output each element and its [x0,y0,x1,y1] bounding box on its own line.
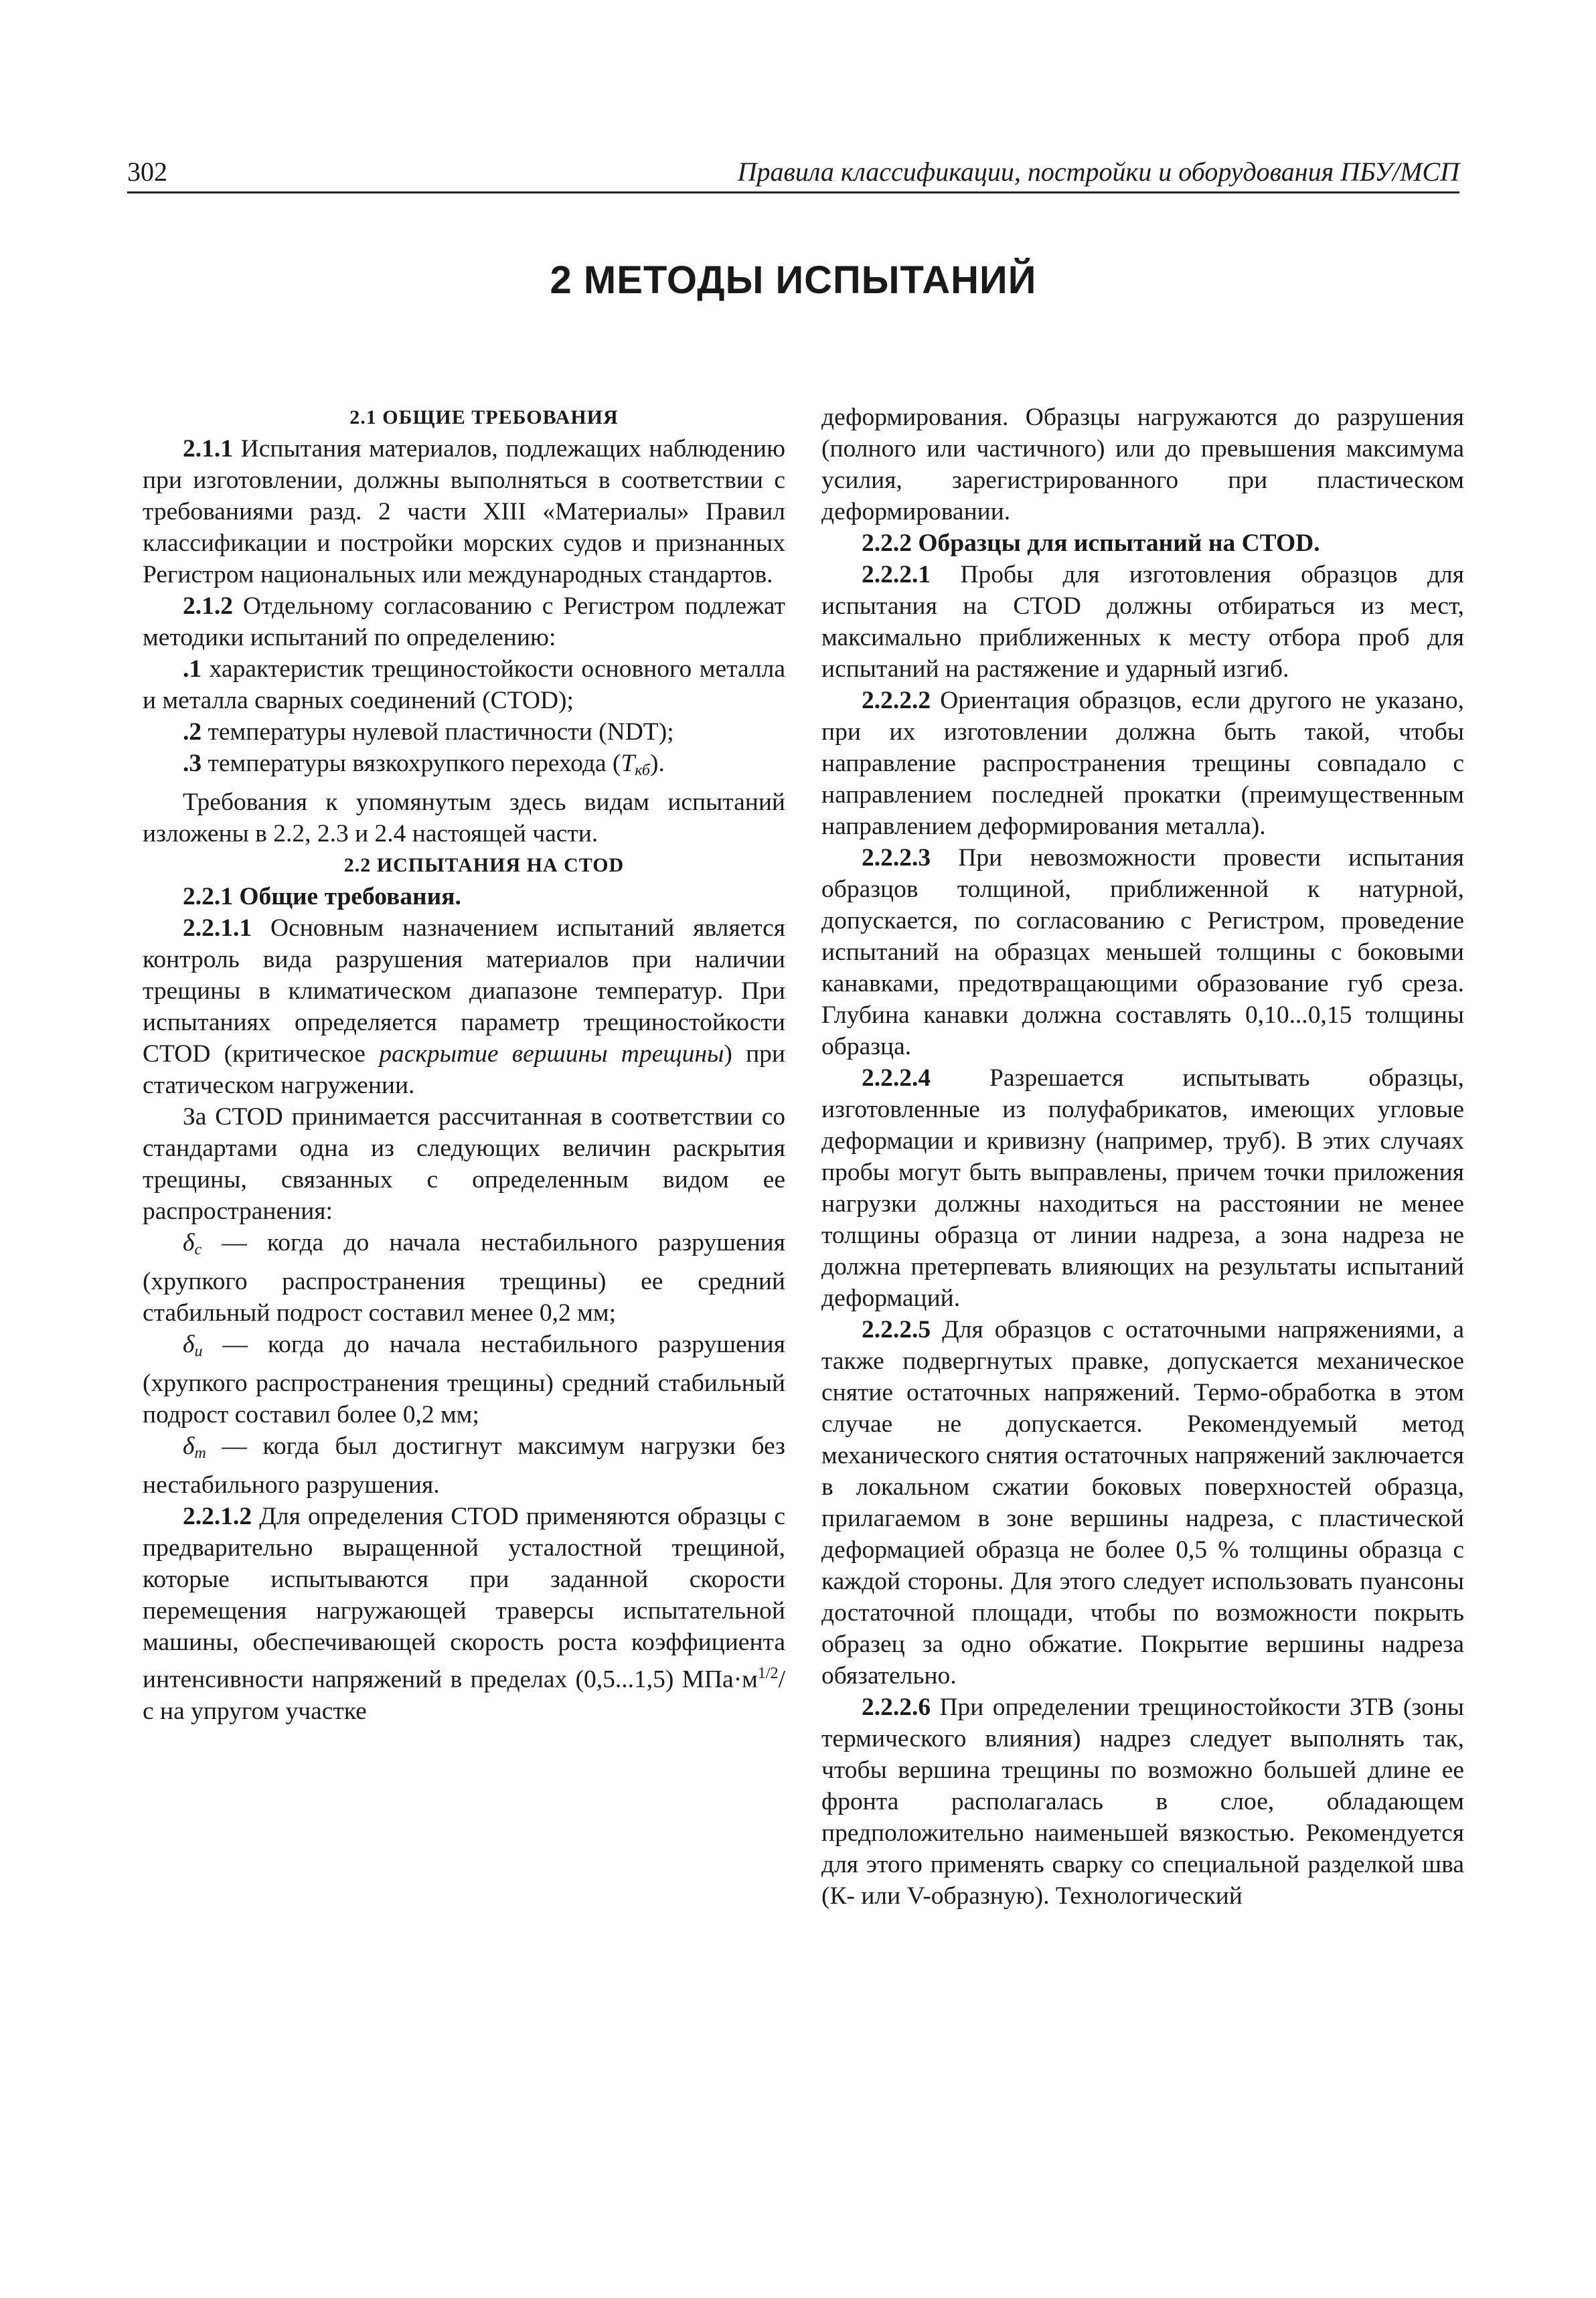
clause-number: 2.2.1.2 [183,1503,252,1530]
subsection-heading-2-2-2: 2.2.2 Образцы для испытаний на CTOD. [862,529,1320,557]
delta-c-definition: $\delta_c$ — когда до начала нестабильного разрушения (хрупкого распространения трещины) ее средний стабильный подрост составил менее 0,2 мм; [143,1229,785,1327]
clause-number: 2.2.2.5 [862,1316,931,1343]
clause-number: 2.1.1 [183,435,233,463]
paragraph-2-2-2-4: 2.2.2.4 Разрешается испытывать образцы, изготовленные из полуфабрикатов, имеющих угловые деформации и кривизну (например, труб). В этих случаях пробы могут быть выправлены, причем точки приложения нагрузки должны находиться на расстоянии не менее толщины образца от линии надреза, а зона надреза не должна претерпевать влияющих на результаты испытаний деформаций. [821,1064,1464,1312]
delta-u-definition: $\delta_u$ — когда до начала нестабильного разрушения (хрупкого распространения трещины) средний стабильный подрост составил более 0,2 мм; [143,1331,785,1428]
page-number: 302 [127,157,167,187]
paragraph-2-2-2-3: 2.2.2.3 При невозможности провести испытания образцов толщиной, приближенной к натурной, допускается, по согласованию с Регистром, проведение испытаний на образцах меньшей толщины с боковыми канавками, предотвращающими образование губ среза. Глубина канавки должна составлять 0,10...0,15 толщины образца. [821,844,1464,1060]
paragraph-continuation: деформирования. Образцы нагружаются до разрушения (полного или частичного) или до превышения максимума усилия, зарегистрированного при пластическом деформировании. [821,404,1464,525]
page-header [127,153,1459,193]
paragraph-2-1-1: 2.1.1 Испытания материалов, подлежащих наблюдению при изготовлении, должны выполняться в соответствии с требованиями разд. 2 части XIII «Материалы» Правил классификации и постройки морских судов и признанных Регистром национальных или международных стандартов. [143,435,785,588]
paragraph-2-2-2-2: 2.2.2.2 Ориентация образцов, если другого не указано, при их изготовлении должна быть такой, чтобы направление распространения трещины совпадало с направлением последней прокатки (преимущественным направлением деформирования металла). [821,687,1464,840]
paragraph-2-2-2-1: 2.2.2.1 Пробы для изготовления образцов для испытания на CTOD должны отбираться из мест, максимально приближенных к месту отбора проб для испытаний на растяжение и ударный изгиб. [821,561,1464,683]
clause-number: 2.2.2.3 [862,844,931,872]
paragraph-2-2-2-6: 2.2.2.6 При определении трещиностойкости ЗТВ (зоны термического влияния) надрез следует выполнять так, чтобы вершина трещины по возможно большей длине ее фронта располагалась в слое, обладающем предположительно наименьшей вязкостью. Рекомендуется для этого применять сварку со специальной разделкой шва (К- или V-образную). Технологический [821,1694,1464,1910]
delta-m-definition: $\delta_m$ — когда был достигнут максимум нагрузки без нестабильного разрушения. [143,1432,785,1499]
right-column [821,402,1464,1912]
paragraph-2-2-1-2: 2.2.1.2 Для определения CTOD применяются образцы с предварительно выращенной усталостной трещиной, которые испытываются при заданной скорости перемещения нагружающей траверсы испытательной машины, обеспечивающей скорость роста коэффициента интенсивности напряжений в пределах (0,5...1,5) $МПа\cdot м^{1/2}/с$ на упругом участке [143,1503,785,1725]
clause-number: 2.1.2 [183,592,233,620]
clause-number: 2.2.2.4 [862,1064,931,1092]
chapter-title: 2 МЕТОДЫ ИСПЫТАНИЙ [550,258,1037,302]
paragraph-ctod-definition: За CTOD принимается рассчитанная в соответствии со стандартами одна из следующих величин раскрытия трещины, связанных с определенным видом ее распространения: [143,1103,785,1225]
requirements-reference: Требования к упомянутым здесь видам испытаний изложены в 2.2, 2.3 и 2.4 настоящей части. [143,789,785,847]
list-item-1: .1 характеристик трещиностойкости основного металла и металла сварных соединений (CTOD); [143,655,785,714]
running-title: Правила классификации, постройки и оборудования ПБУ/МСП [737,157,1459,187]
clause-number: 2.2.2.6 [862,1694,931,1721]
left-column [143,402,785,1727]
clause-number: 2.2.2.1 [862,561,931,588]
clause-number: 2.2.2.2 [862,687,931,714]
paragraph-2-2-1-1: 2.2.1.1 Основным назначением испытаний является контроль вида разрушения материалов при наличии трещины в климатическом диапазоне температур. При испытаниях определяется параметр трещиностойкости CTOD (критическое раскрытие вершины трещины) при статическом нагружении. [143,914,785,1099]
section-heading-2-2: 2.2 ИСПЫТАНИЯ НА CTOD [343,854,625,876]
section-heading-2-1: 2.1 ОБЩИЕ ТРЕБОВАНИЯ [349,406,619,428]
subsection-heading-2-2-1: 2.2.1 Общие требования. [183,883,461,910]
list-item-3: .3 температуры вязкохрупкого перехода $(T_{кб})$. [183,750,665,779]
paragraph-2-1-2: 2.1.2 Отдельному согласованию с Регистром подлежат методики испытаний по определению: [143,592,785,651]
list-item-2: .2 температуры нулевой пластичности (NDT); [183,718,674,746]
clause-number: 2.2.1.1 [183,914,252,942]
paragraph-2-2-2-5: 2.2.2.5 Для образцов с остаточными напряжениями, а также подвергнутых правке, допускается механическое снятие остаточных напряжений. Термо-обработка в этом случае не допускается. Рекомендуемый метод механического снятия остаточных напряжений заключается в локальном сжатии боковых поверхностей образца, прилагаемом в зоне вершины надреза, с пластической деформацией образца не более 0,5 % толщины образца с каждой стороны. Для этого следует использовать пуансоны достаточной площади, чтобы по возможности покрыть образец за одно обжатие. Покрытие вершины надреза обязательно. [821,1316,1464,1690]
